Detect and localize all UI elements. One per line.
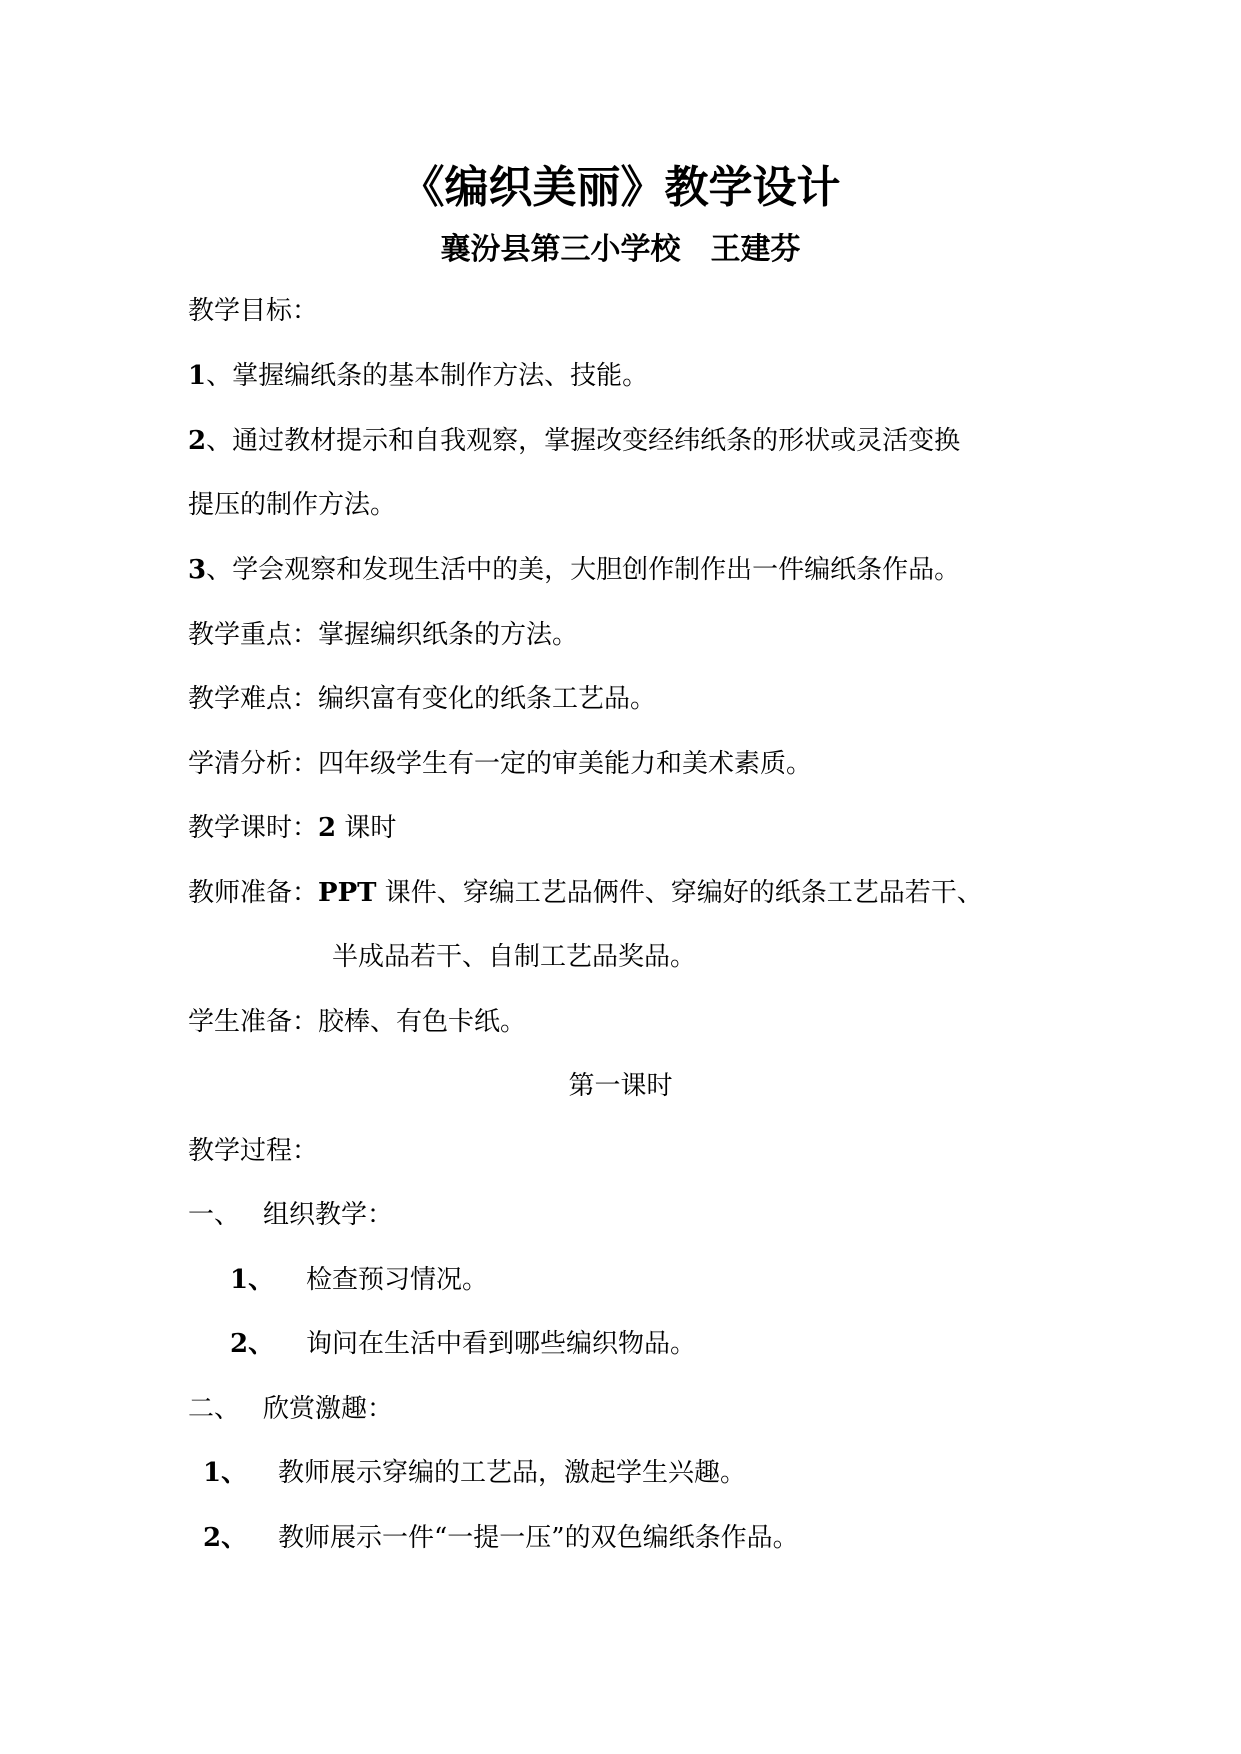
key-point: 教学重点：掌握编织纸条的方法。 [188,620,579,650]
author-line: 襄汾县第三小学校 王建芬 [440,232,801,267]
teacher-prep-label: 教师准备： [188,878,319,908]
document-title: 《编织美丽》教学设计 [400,162,841,213]
lesson-hours [188,811,396,845]
objective-item [188,359,648,393]
section-number: 一、 [188,1200,241,1230]
objective-item [188,424,960,458]
hours-unit: 课时 [344,813,397,843]
step-text: 教师展示穿编的工艺品，激起学生兴趣。 [278,1458,747,1488]
objectives-heading: 教学目标： [188,296,319,326]
teacher-prep-text: 课件、穿编工艺品俩件、穿编好的纸条工艺品若干、 [384,878,983,908]
step-number: 1、 [230,1265,275,1295]
teacher-prep [188,876,983,910]
step-number: 2、 [230,1329,275,1359]
objective-number: 2 [188,426,207,456]
step-text: 教师展示一件“一提一压”的双色编纸条作品。 [278,1523,799,1553]
objective-item [188,553,960,587]
analysis: 学清分析：四年级学生有一定的审美能力和美术素质。 [188,749,813,779]
teacher-prep-continuation: 半成品若干、自制工艺品奖品。 [332,942,697,972]
objective-text: 、学会观察和发现生活中的美，大胆创作制作出一件编纸条作品。 [206,555,961,585]
section-title: 组织教学： [263,1200,394,1230]
lesson-title: 第一课时 [568,1071,673,1101]
hours-label: 教学课时： [188,813,319,843]
step-number: 1、 [203,1458,248,1488]
section-title: 欣赏激趣： [263,1394,394,1424]
hours-number: 2 [318,813,337,843]
step-number: 2、 [203,1523,248,1553]
step-text: 检查预习情况。 [306,1265,489,1295]
process-heading: 教学过程： [188,1136,319,1166]
objective-text: 、掌握编纸条的基本制作方法、技能。 [206,361,649,391]
objective-number: 1 [188,361,207,391]
objective-text: 、通过教材提示和自我观察，掌握改变经纬纸条的形状或灵活变换 [206,426,961,456]
student-prep: 学生准备：胶棒、有色卡纸。 [188,1007,527,1037]
objective-continuation: 提压的制作方法。 [188,490,397,520]
step-text: 询问在生活中看到哪些编织物品。 [306,1329,697,1359]
ppt-text: PPT [318,878,377,908]
section-number: 二、 [188,1394,241,1424]
objective-number: 3 [188,555,207,585]
difficulty: 教学难点：编织富有变化的纸条工艺品。 [188,684,657,714]
